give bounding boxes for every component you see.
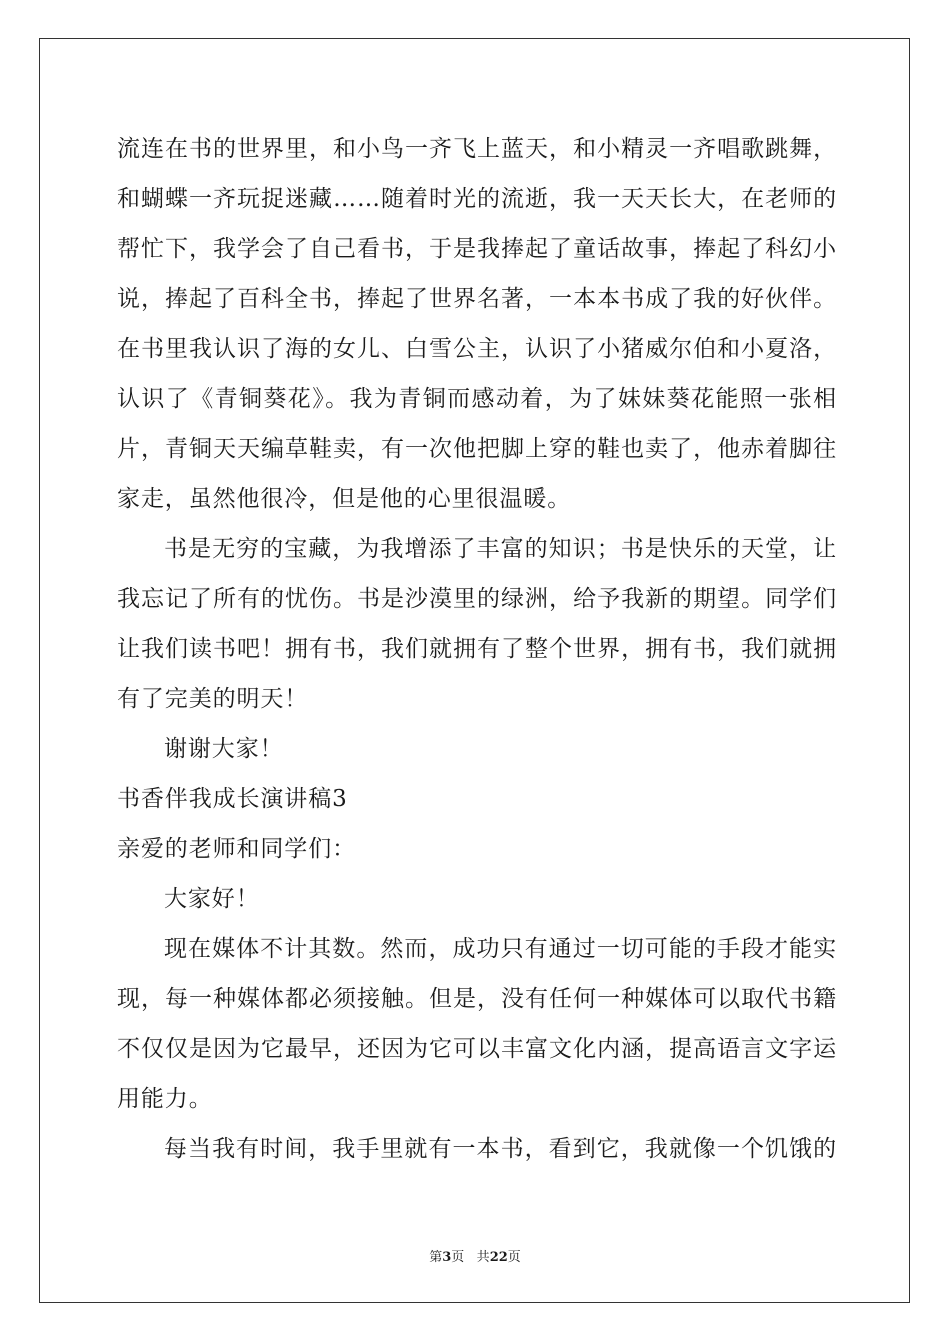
text-line: 现，每一种媒体都必须接触。但是，没有任何一种媒体可以取代书籍: [117, 986, 837, 1012]
footer-prefix: 第: [429, 1250, 443, 1265]
footer-total-pages: 22: [489, 1250, 508, 1265]
text-line: 我忘记了所有的忧伤。书是沙漠里的绿洲，给予我新的期望。同学们: [117, 586, 837, 612]
text-line: 书香伴我成长演讲稿3: [117, 786, 348, 812]
paragraph: [117, 824, 837, 874]
footer-total-prefix: 共: [476, 1250, 490, 1265]
text-line: 有了完美的明天！: [117, 686, 309, 712]
paragraph: [117, 774, 837, 824]
text-line: 谢谢大家！: [164, 736, 284, 762]
page-footer: [0, 1246, 950, 1265]
text-line: 让我们读书吧！拥有书，我们就拥有了整个世界，拥有书，我们就拥: [117, 636, 837, 662]
paragraph: [117, 524, 837, 724]
text-line: 片，青铜天天编草鞋卖，有一次他把脚上穿的鞋也卖了，他赤着脚往: [117, 436, 837, 462]
document-body: [117, 124, 837, 1174]
text-line: 在书里我认识了海的女儿、白雪公主，认识了小猪威尔伯和小夏洛，: [117, 336, 837, 362]
text-line: 每当我有时间，我手里就有一本书，看到它，我就像一个饥饿的: [164, 1136, 837, 1162]
text-line: 用能力。: [117, 1086, 213, 1112]
paragraph: [117, 724, 837, 774]
text-line: 不仅仅是因为它最早，还因为它可以丰富文化内涵，提高语言文字运: [117, 1036, 837, 1062]
paragraph: [117, 124, 837, 524]
text-line: 和蝴蝶一齐玩捉迷藏……随着时光的流逝，我一天天长大，在老师的: [117, 186, 837, 212]
footer-total-suffix: 页: [507, 1250, 521, 1265]
text-line: 书是无穷的宝藏，为我增添了丰富的知识；书是快乐的天堂，让: [164, 536, 837, 562]
text-line: 大家好！: [164, 886, 260, 912]
paragraph: [117, 874, 837, 924]
paragraph: [117, 924, 837, 1124]
text-line: 现在媒体不计其数。然而，成功只有通过一切可能的手段才能实: [164, 936, 837, 962]
paragraph: [117, 1124, 837, 1174]
footer-page-number: 3: [442, 1250, 452, 1265]
text-line: 流连在书的世界里，和小鸟一齐飞上蓝天，和小精灵一齐唱歌跳舞，: [117, 136, 837, 162]
text-line: 家走，虽然他很冷，但是他的心里很温暖。: [117, 486, 572, 512]
text-line: 帮忙下，我学会了自己看书，于是我捧起了童话故事，捧起了科幻小: [117, 236, 837, 262]
footer-page-suffix: 页: [451, 1250, 465, 1265]
text-line: 亲爱的老师和同学们：: [117, 836, 356, 862]
text-line: 认识了《青铜葵花》。我为青铜而感动着，为了妹妹葵花能照一张相: [117, 386, 837, 412]
text-line: 说，捧起了百科全书，捧起了世界名著，一本本书成了我的好伙伴。: [117, 286, 837, 312]
